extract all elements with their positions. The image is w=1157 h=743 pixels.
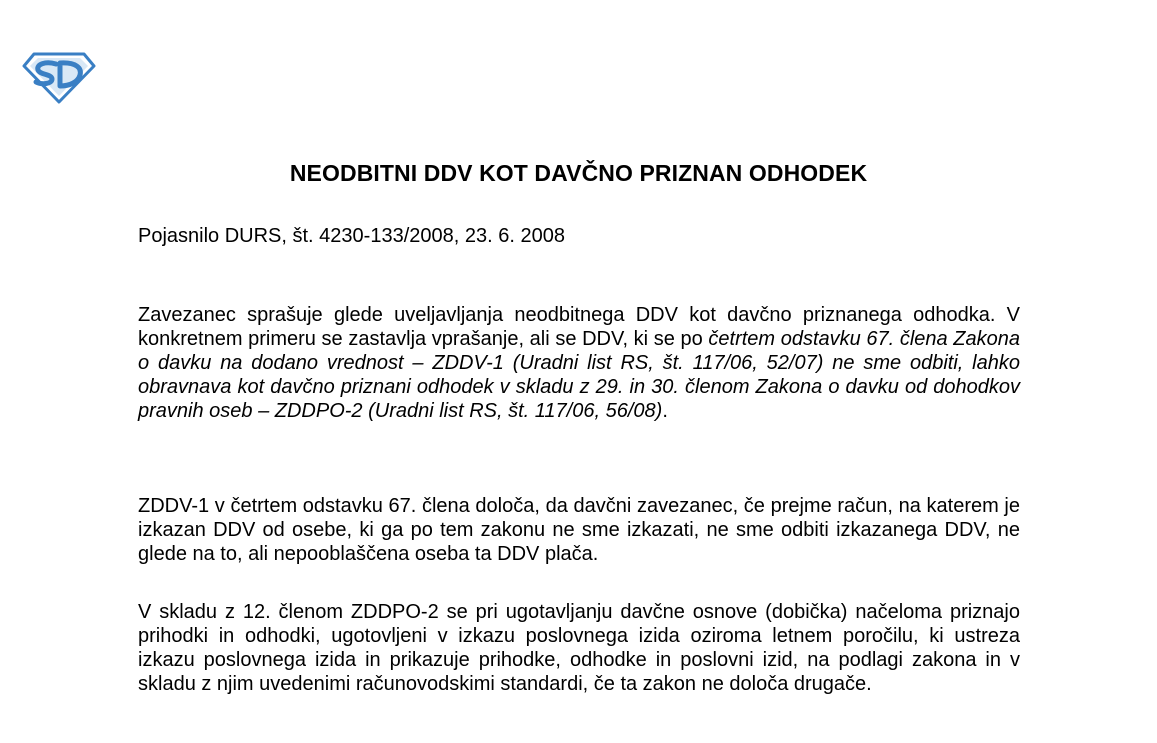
sd-logo-icon — [22, 50, 96, 104]
paragraph-1-italic: četrtem odstavku 67. člena Zakona o davku na dodano vrednost – ZDDV-1 (Uradni list RS, št. 117/06, 52/07) ne sme odbiti, lahko obravnava kot davčno priznani odhodek v skladu z 29. in 30. členom Zakona o davku od dohodkov pravnih oseb – ZDDPO-2 (Uradni list RS, št. 117/06, 56/08) — [138, 328, 1021, 422]
document-title: NEODBITNI DDV KOT DAVČNO PRIZNAN ODHODEK — [289, 160, 868, 186]
paragraph-1-lead: Zavezanec sprašuje glede uveljavljanja neodbitnega DDV kot davčno priznanega odhodka. V konkretnem primeru se zastavlja vprašanje, ali se DDV, ki se po — [138, 304, 1020, 350]
paragraph-2: ZDDV-1 v četrtem odstavku 67. člena določa, da davčni zavezanec, če prejme račun, na katerem je izkazan DDV od osebe, ki ga po tem zakonu ne sme izkazati, ne sme odbiti izkazanega DDV, ne glede na to, ali nepooblaščena oseba ta DDV plača. — [138, 495, 1020, 565]
sd-logo — [22, 50, 96, 104]
document-subtitle: Pojasnilo DURS, št. 4230-133/2008, 23. 6. 2008 — [138, 225, 565, 247]
paragraph-1 — [138, 303, 1020, 423]
paragraph-3: V skladu z 12. členom ZDDPO-2 se pri ugotavljanju davčne osnove (dobička) načeloma priznajo prihodki in odhodki, ugotovljeni v izkazu poslovnega izida oziroma letnem poročilu, ki ustreza izkazu poslovnega izida in prikazuje prihodke, odhodke in poslovni izid, na podlagi zakona in v skladu z njim uvedenimi računovodskimi standardi, če ta zakon ne določa drugače. — [138, 601, 1020, 695]
paragraph-1-tail: . — [662, 400, 668, 422]
